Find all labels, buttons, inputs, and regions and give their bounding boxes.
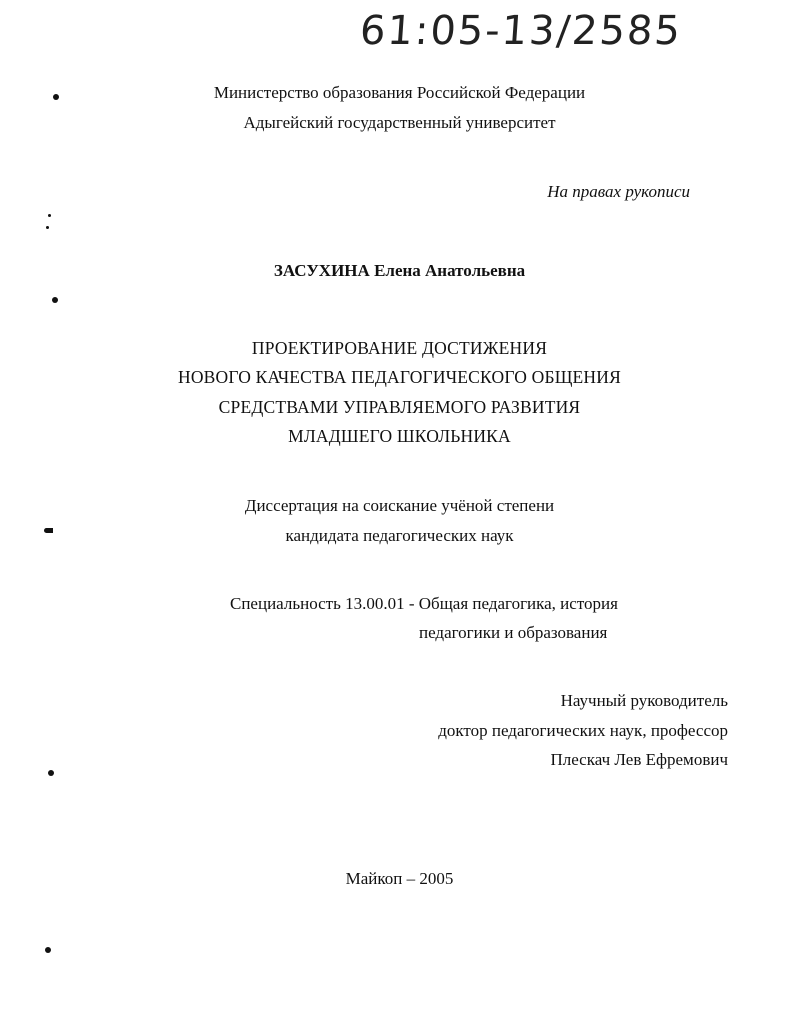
supervisor-label: Научный руководитель [560,691,728,710]
title-line: НОВОГО КАЧЕСТВА ПЕДАГОГИЧЕСКОГО ОБЩЕНИЯ [177,367,621,387]
ministry-name: Министерство образования Российской Федерации [213,83,586,102]
author-name [0,261,799,281]
rights-note: На правах рукописи [547,182,690,201]
specialty-line: Специальность 13.00.01 - Общая педагогика, история [230,594,618,613]
scan-mark [48,770,54,776]
title-line: СРЕДСТВАМИ УПРАВЛЯЕМОГО РАЗВИТИЯ [218,397,581,417]
specialty-line: педагогики и образования [419,623,608,642]
supervisor-name: Плескач Лев Ефремович [550,750,728,769]
title-line: МЛАДШЕГО ШКОЛЬНИКА [288,426,511,446]
handwritten-registry-code: 61:05-13/2585 [358,8,684,54]
scan-mark [46,226,49,229]
title-line: ПРОЕКТИРОВАНИЕ ДОСТИЖЕНИЯ [251,338,548,358]
author-surname: ЗАСУХИНА [273,261,370,280]
supervisor-degree: доктор педагогических наук, профессор [438,721,728,740]
scan-mark [52,297,58,303]
scan-mark [45,947,51,953]
degree-line: кандидата педагогических наук [285,526,514,545]
degree-line: Диссертация на соискание учёной степени [244,496,555,515]
author-given-names: Елена Анатольевна [374,261,526,280]
scan-mark [48,214,51,217]
university-name: Адыгейский государственный университет [243,113,556,132]
city-year: Майкоп – 2005 [345,869,454,888]
